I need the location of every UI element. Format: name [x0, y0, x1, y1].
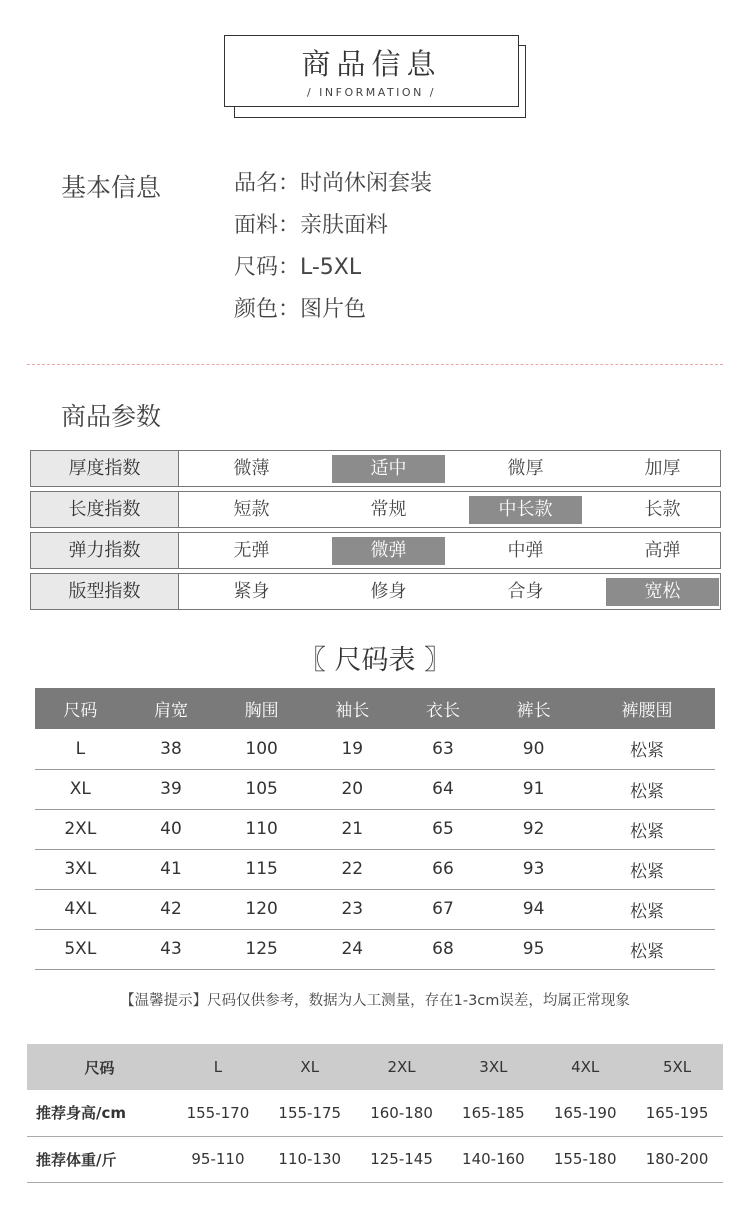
- param-option: 微弹: [332, 537, 445, 565]
- column-header: 5XL: [631, 1044, 723, 1090]
- table-cell: 91: [488, 769, 579, 809]
- table-cell: 2XL: [35, 809, 126, 849]
- param-option: 常规: [370, 499, 407, 520]
- table-cell: 松紧: [579, 809, 715, 849]
- param-option: 短款: [233, 499, 270, 520]
- param-option: 微薄: [233, 458, 270, 479]
- table-cell: 94: [488, 889, 579, 929]
- table-cell: 松紧: [579, 889, 715, 929]
- info-item-color: 颜色：图片色: [234, 297, 367, 322]
- header-subtitle: / INFORMATION /: [306, 86, 437, 99]
- param-options: [179, 533, 720, 568]
- param-option: 修身: [370, 581, 407, 602]
- table-cell: 165-195: [631, 1090, 723, 1136]
- table-cell: 66: [398, 849, 489, 889]
- param-option: 紧身: [233, 581, 270, 602]
- column-header: 3XL: [447, 1044, 539, 1090]
- param-label: 弹力指数: [31, 533, 179, 568]
- column-header: 尺码: [27, 1044, 172, 1090]
- table-cell: 20: [307, 769, 398, 809]
- table-cell: 155-175: [264, 1090, 356, 1136]
- section-divider: [27, 364, 723, 365]
- table-cell: 115: [216, 849, 307, 889]
- column-header: 2XL: [356, 1044, 448, 1090]
- table-cell: 110-130: [264, 1136, 356, 1182]
- table-cell: 24: [307, 929, 398, 969]
- param-label: 厚度指数: [31, 451, 179, 486]
- param-option: 无弹: [233, 540, 270, 561]
- param-options: [179, 451, 720, 486]
- table-cell: 3XL: [35, 849, 126, 889]
- table-cell: 120: [216, 889, 307, 929]
- param-option: 长款: [644, 499, 681, 520]
- table-cell: 松紧: [579, 769, 715, 809]
- basic-info-title: 基本信息: [61, 173, 162, 202]
- column-header: 肩宽: [126, 688, 217, 729]
- table-cell: 155-170: [172, 1090, 264, 1136]
- param-option: 适中: [332, 455, 445, 483]
- table-cell: L: [35, 729, 126, 769]
- column-header: 胸围: [216, 688, 307, 729]
- param-option: 中长款: [469, 496, 582, 524]
- table-cell: 松紧: [579, 849, 715, 889]
- param-row-elasticity: [30, 532, 721, 569]
- table-cell: 43: [126, 929, 217, 969]
- table-row: [35, 929, 715, 969]
- size-table-title: 〖 尺码表 〗: [298, 645, 452, 676]
- row-label: 推荐身高/cm: [27, 1090, 172, 1136]
- table-cell: 165-190: [539, 1090, 631, 1136]
- table-cell: 95-110: [172, 1136, 264, 1182]
- param-options: [179, 574, 720, 609]
- table-cell: 5XL: [35, 929, 126, 969]
- column-header: 衣长: [398, 688, 489, 729]
- table-cell: 42: [126, 889, 217, 929]
- table-cell: 63: [398, 729, 489, 769]
- table-cell: 110: [216, 809, 307, 849]
- column-header: 裤腰围: [579, 688, 715, 729]
- column-header: XL: [264, 1044, 356, 1090]
- table-cell: 23: [307, 889, 398, 929]
- table-cell: 松紧: [579, 729, 715, 769]
- param-option: 中弹: [507, 540, 544, 561]
- table-cell: 38: [126, 729, 217, 769]
- column-header: 袖长: [307, 688, 398, 729]
- param-options: [179, 492, 720, 527]
- rec-table-header-row: [27, 1044, 723, 1090]
- table-cell: 92: [488, 809, 579, 849]
- table-row: [27, 1136, 723, 1182]
- table-cell: 100: [216, 729, 307, 769]
- table-cell: 松紧: [579, 929, 715, 969]
- header-title: 商品信息: [301, 47, 442, 81]
- recommendation-table: [27, 1044, 723, 1183]
- size-table-header-row: [35, 688, 715, 729]
- table-row: [35, 849, 715, 889]
- table-cell: 64: [398, 769, 489, 809]
- size-tip: 【温馨提示】尺码仅供参考，数据为人工测量，存在1-3cm误差，均属正常现象: [120, 993, 630, 1009]
- table-cell: 140-160: [447, 1136, 539, 1182]
- table-cell: 125: [216, 929, 307, 969]
- table-cell: 165-185: [447, 1090, 539, 1136]
- table-cell: 65: [398, 809, 489, 849]
- table-cell: 21: [307, 809, 398, 849]
- info-item-size: 尺码：L-5XL: [234, 255, 362, 280]
- table-cell: 95: [488, 929, 579, 969]
- param-option: 合身: [507, 581, 544, 602]
- param-row-thickness: [30, 450, 721, 487]
- table-cell: 160-180: [356, 1090, 448, 1136]
- table-cell: 93: [488, 849, 579, 889]
- table-row: [35, 809, 715, 849]
- table-cell: 67: [398, 889, 489, 929]
- row-label: 推荐体重/斤: [27, 1136, 172, 1182]
- param-row-length: [30, 491, 721, 528]
- table-cell: XL: [35, 769, 126, 809]
- table-cell: 125-145: [356, 1136, 448, 1182]
- param-option: 高弹: [644, 540, 681, 561]
- basic-info-list: [234, 166, 432, 334]
- table-row: [35, 889, 715, 929]
- param-option: 加厚: [644, 458, 681, 479]
- column-header: 4XL: [539, 1044, 631, 1090]
- param-row-fit: [30, 573, 721, 610]
- param-option: 宽松: [606, 578, 719, 606]
- table-cell: 68: [398, 929, 489, 969]
- header-box: [224, 35, 519, 107]
- column-header: 裤长: [488, 688, 579, 729]
- table-row: [35, 729, 715, 769]
- table-cell: 19: [307, 729, 398, 769]
- table-row: [27, 1090, 723, 1136]
- table-cell: 90: [488, 729, 579, 769]
- info-item-name: 品名：时尚休闲套装: [234, 171, 433, 196]
- table-cell: 155-180: [539, 1136, 631, 1182]
- table-cell: 41: [126, 849, 217, 889]
- table-cell: 180-200: [631, 1136, 723, 1182]
- param-label: 版型指数: [31, 574, 179, 609]
- table-cell: 40: [126, 809, 217, 849]
- params-title: 商品参数: [61, 402, 162, 431]
- size-table: [35, 688, 715, 970]
- table-row: [35, 769, 715, 809]
- param-label: 长度指数: [31, 492, 179, 527]
- table-cell: 22: [307, 849, 398, 889]
- column-header: L: [172, 1044, 264, 1090]
- table-cell: 105: [216, 769, 307, 809]
- table-cell: 4XL: [35, 889, 126, 929]
- column-header: 尺码: [35, 688, 126, 729]
- info-item-fabric: 面料：亲肤面料: [234, 213, 389, 238]
- table-cell: 39: [126, 769, 217, 809]
- param-option: 微厚: [507, 458, 544, 479]
